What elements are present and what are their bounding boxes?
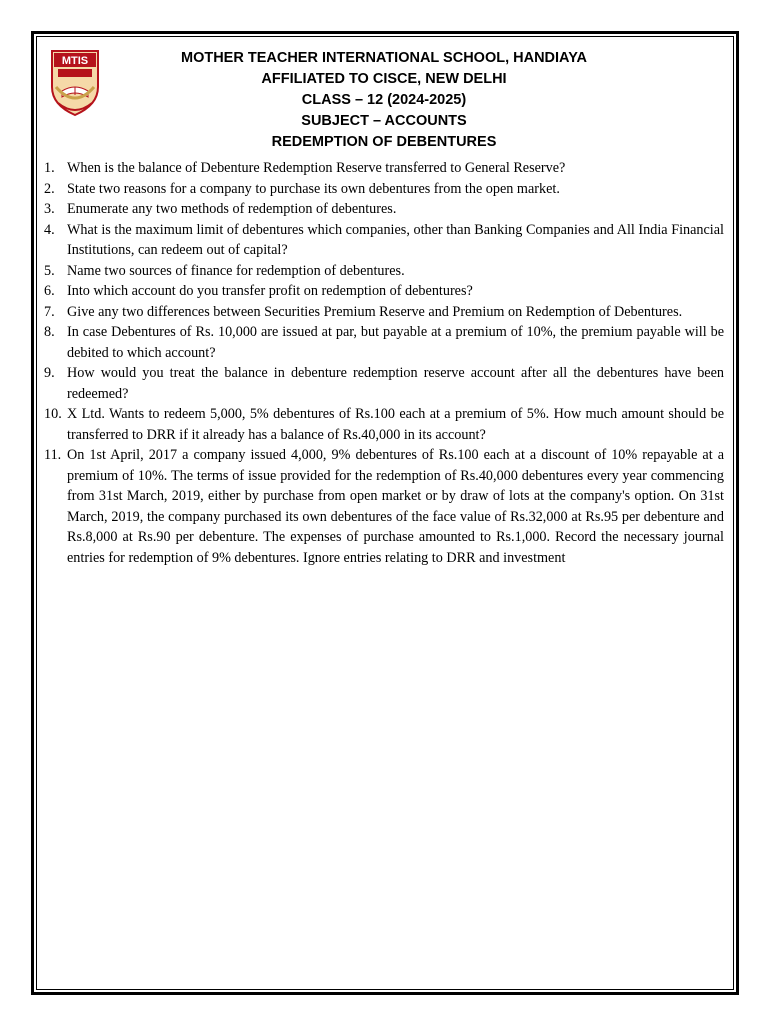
question-item — [44, 199, 724, 220]
question-text: Into which account do you transfer profit on redemption of debentures? — [67, 283, 473, 299]
question-item — [44, 281, 724, 302]
topic-title: REDEMPTION OF DEBENTURES — [271, 134, 497, 150]
question-item — [44, 261, 724, 282]
question-text: In case Debentures of Rs. 10,000 are issued at par, but payable at a premium of 10%, the premium payable will be debited to which account? — [67, 324, 724, 361]
question-item — [44, 220, 724, 261]
logo-text: MTIS — [61, 55, 89, 67]
question-text: How would you treat the balance in debenture redemption reserve account after all the debentures have been redeemed? — [67, 365, 724, 402]
question-number: 2. — [44, 180, 55, 197]
question-item — [44, 158, 724, 179]
question-text: On 1st April, 2017 a company issued 4,000, 9% debentures of Rs.100 each at a discount of 10% repayable at a premium of 10%. The terms of issue provided for the redemption of Rs.40,000 debentures every year commencing from 31st March, 2019, either by purchase from open market or by draw of lots at the company's option. On 31st March, 2019, the company purchased its own debentures of the face value of Rs.32,000 at Rs.95 per debenture and Rs.8,000 at Rs.90 per debenture. The expenses of purchase amounted to Rs.1,000. Record the necessary journal entries for redemption of 9% debentures. Ignore entries relating to DRR and investment — [67, 447, 724, 566]
question-text: X Ltd. Wants to redeem 5,000, 5% debentures of Rs.100 each at a premium of 5%. How much amount should be transferred to DRR if it already has a balance of Rs.40,000 in its account? — [67, 406, 724, 443]
question-text: What is the maximum limit of debentures which companies, other than Banking Companies and All India Financial Institutions, can redeem out of capital? — [67, 221, 724, 258]
question-number: 4. — [44, 221, 55, 238]
question-item — [44, 179, 724, 200]
question-item — [44, 363, 724, 404]
question-item — [44, 302, 724, 323]
school-name: MOTHER TEACHER INTERNATIONAL SCHOOL, HANDIAYA — [180, 50, 588, 66]
question-number: 7. — [44, 303, 55, 320]
question-list — [44, 158, 724, 568]
class-year: CLASS – 12 (2024-2025) — [301, 92, 467, 108]
question-number: 10. — [44, 406, 62, 422]
question-number: 9. — [44, 365, 55, 381]
question-item — [44, 322, 724, 363]
question-number: 5. — [44, 262, 55, 279]
question-number: 3. — [44, 201, 55, 217]
question-text: Name two sources of finance for redemption of debentures. — [67, 262, 405, 279]
question-number: 8. — [44, 324, 55, 340]
question-text: When is the balance of Debenture Redemption Reserve transferred to General Reserve? — [67, 160, 566, 176]
question-item — [44, 404, 724, 445]
subject: SUBJECT – ACCOUNTS — [301, 113, 467, 129]
document-header — [120, 48, 648, 153]
question-text: State two reasons for a company to purchase its own debentures from the open market. — [67, 180, 560, 197]
school-logo — [48, 47, 102, 119]
question-number: 11. — [44, 447, 62, 463]
question-number: 1. — [44, 160, 55, 176]
question-text: Enumerate any two methods of redemption of debentures. — [67, 201, 397, 217]
question-number: 6. — [44, 283, 55, 299]
question-text: Give any two differences between Securities Premium Reserve and Premium on Redemption of Debentures. — [67, 303, 683, 320]
question-item — [44, 445, 724, 568]
affiliation: AFFILIATED TO CISCE, NEW DELHI — [261, 71, 507, 87]
